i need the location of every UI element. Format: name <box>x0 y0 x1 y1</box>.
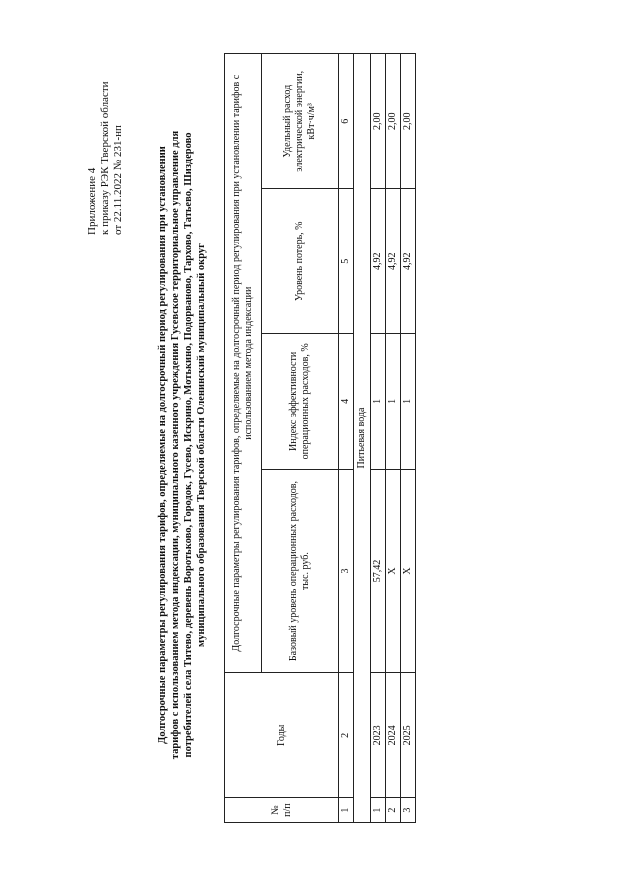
column-number: 4 <box>339 334 354 470</box>
row-num: 1 <box>371 798 386 823</box>
row-num: 3 <box>401 798 416 823</box>
column-number: 3 <box>339 469 354 673</box>
header-efficiency-index: Индекс эффективности операционных расходов, % <box>262 334 339 470</box>
appendix-line: Приложение 4 <box>86 167 98 235</box>
row-efficiency-index: 1 <box>386 334 401 470</box>
title-line: муниципального образования Тверской области Оленинский муниципальный округ <box>196 243 207 647</box>
table-row <box>401 54 416 823</box>
header-loss-level: Уровень потерь, % <box>262 189 339 334</box>
row-base-level: X <box>401 469 416 673</box>
header-num: № п/п <box>225 798 339 823</box>
row-loss-level: 4,92 <box>371 189 386 334</box>
table-header-row <box>225 54 262 823</box>
header-specific-consumption: Удельный расход электрической энергии, кВт·ч/м³ <box>262 54 339 190</box>
row-loss-level: 4,92 <box>386 189 401 334</box>
row-base-level: 57,42 <box>371 469 386 673</box>
title-line: Долгосрочные параметры регулирования тарифов, определяемые на долгосрочный период регулирования при установлении <box>157 146 168 744</box>
row-specific-consumption: 2,00 <box>371 54 386 190</box>
table-row <box>371 54 386 823</box>
appendix-line: к приказу РЭК Тверской области <box>99 81 111 235</box>
row-year: 2023 <box>371 673 386 798</box>
table-row <box>386 54 401 823</box>
row-efficiency-index: 1 <box>401 334 416 470</box>
appendix-header <box>86 55 125 235</box>
section-title: Питьевая вода <box>354 54 371 823</box>
row-year: 2025 <box>401 673 416 798</box>
section-row <box>354 54 371 823</box>
column-number: 6 <box>339 54 354 190</box>
row-loss-level: 4,92 <box>401 189 416 334</box>
row-year: 2024 <box>386 673 401 798</box>
column-number: 5 <box>339 189 354 334</box>
row-specific-consumption: 2,00 <box>386 54 401 190</box>
row-base-level: X <box>386 469 401 673</box>
header-years: Годы <box>225 673 339 798</box>
column-number: 1 <box>339 798 354 823</box>
row-num: 2 <box>386 798 401 823</box>
title-line: потребителей села Титево, деревень Воротьково, Городок, Гусево, Искрино, Мотькино, Подорваново, Тархово, Татьево, Шиздерово <box>183 132 194 758</box>
title-line: тарифов с использованием метода индексации, муниципального казенного учреждения Гусевское территориальное управление для <box>170 130 181 760</box>
header-base-level: Базовый уровень операционных расходов, тыс. руб. <box>262 469 339 673</box>
column-number: 2 <box>339 673 354 798</box>
parameters-table <box>224 53 416 823</box>
appendix-line: от 22.11.2022 № 231-нп <box>112 125 124 235</box>
row-specific-consumption: 2,00 <box>401 54 416 190</box>
column-number-row <box>339 54 354 823</box>
row-efficiency-index: 1 <box>371 334 386 470</box>
document-title <box>156 55 208 835</box>
header-group: Долгосрочные параметры регулирования тарифов, определяемые на долгосрочный период регулирования при установлении тарифов с использованием метода индексации <box>225 54 262 673</box>
